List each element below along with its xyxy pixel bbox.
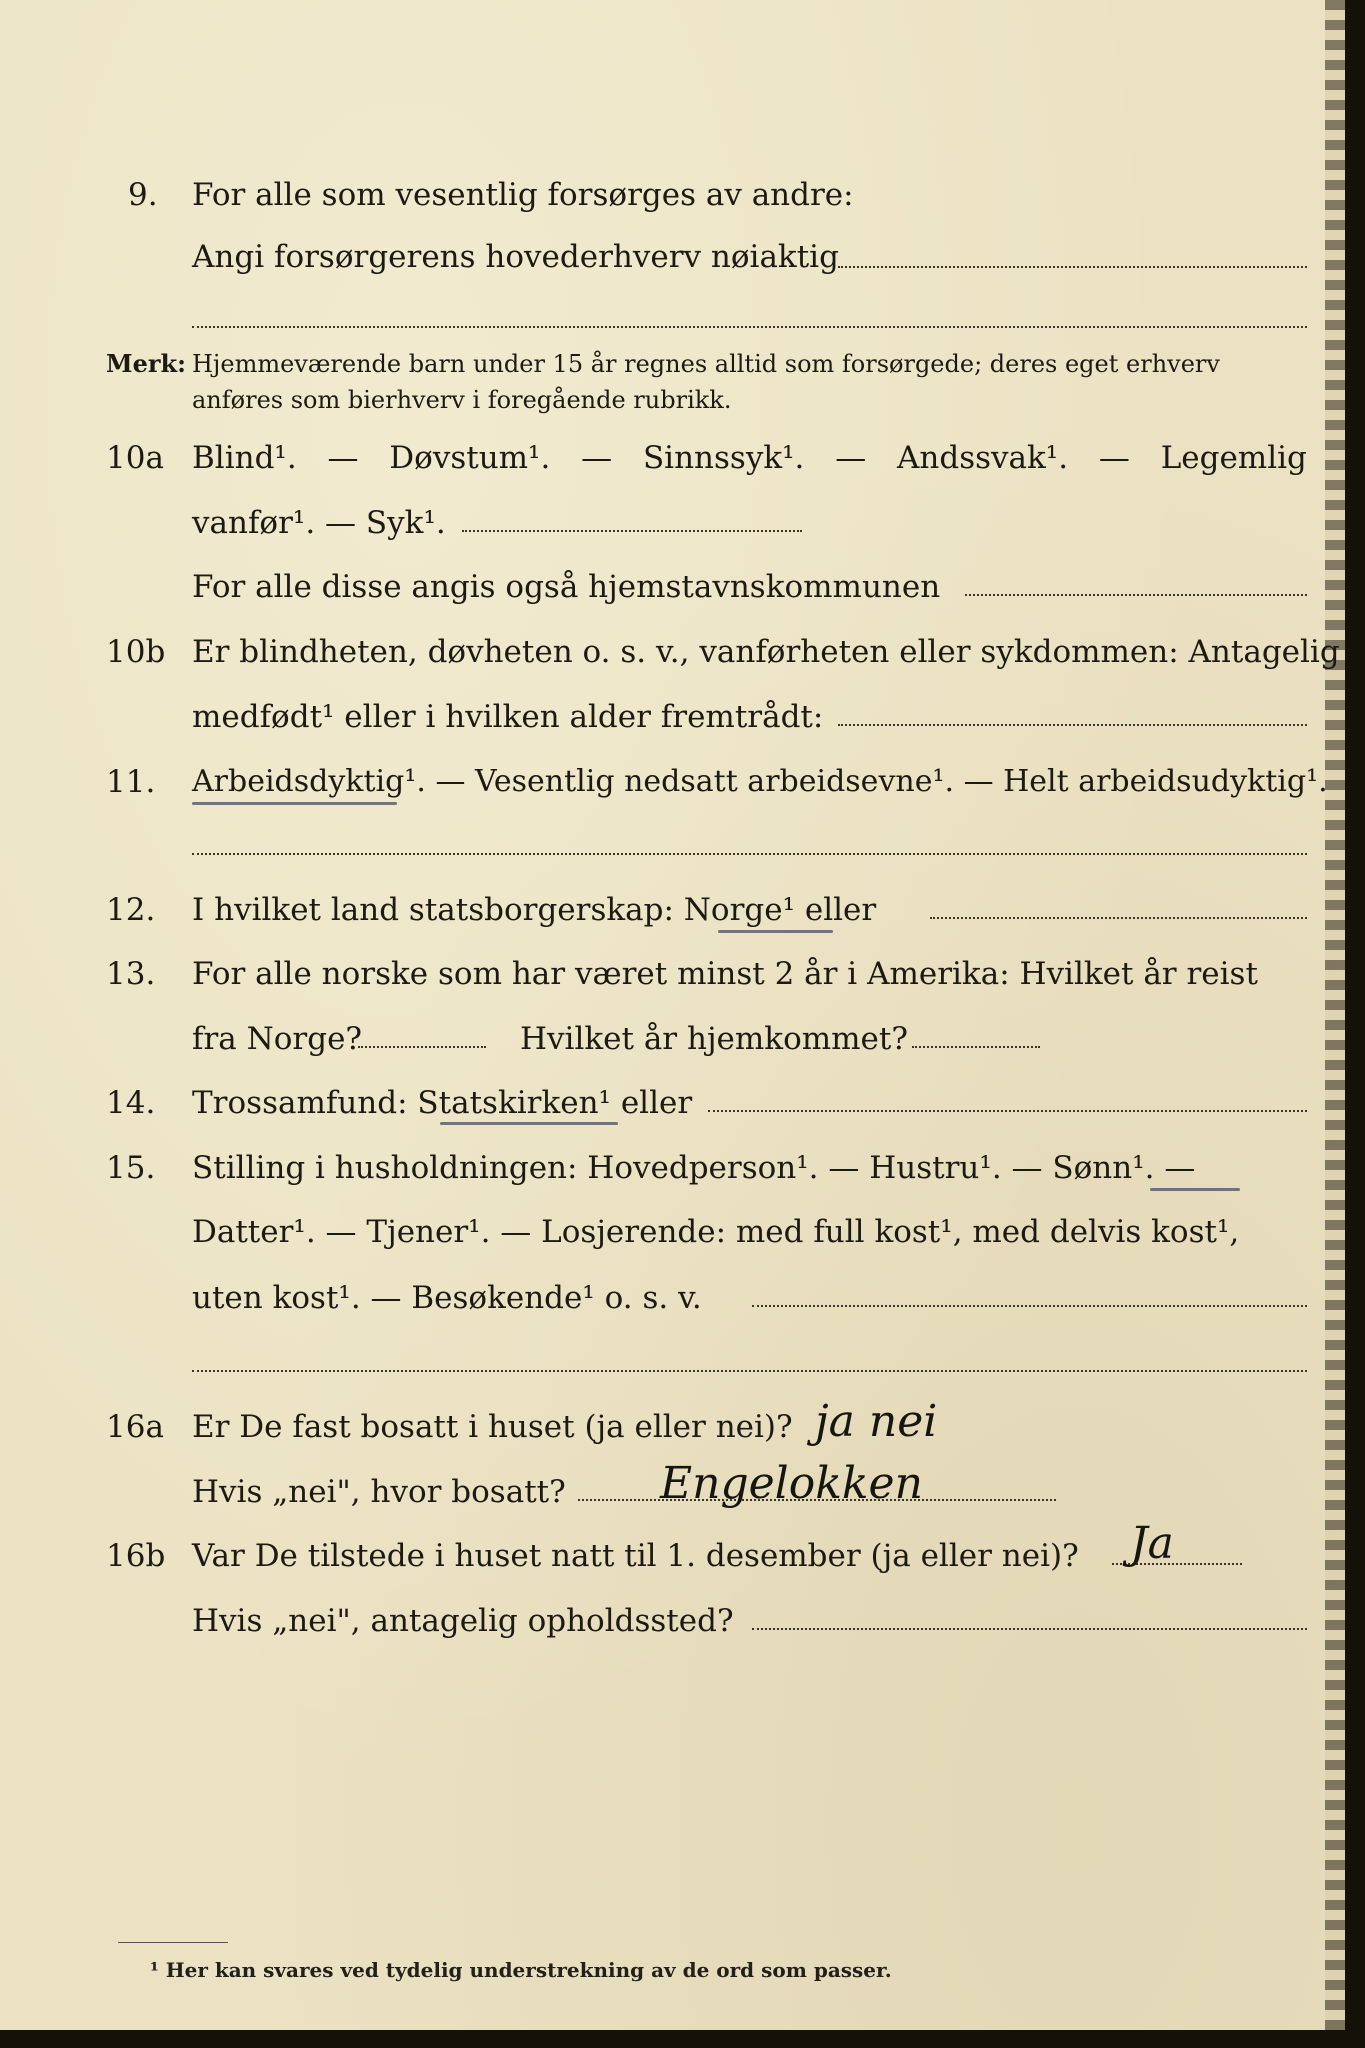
footnote: ¹ Her kan svares ved tydelig understrekning av de ord som passer. — [150, 1958, 892, 1982]
q16b-text-2: Hvis „nei", antagelig opholdssted? — [192, 1603, 734, 1639]
merk-label: Merk: — [106, 349, 186, 378]
q10a-answer-line-2[interactable] — [965, 594, 1307, 596]
q12-answer-line[interactable] — [930, 917, 1307, 919]
q10a-number: 10a — [106, 440, 164, 476]
q15-answer-line-2[interactable] — [192, 1370, 1307, 1372]
q15-text: Stilling i husholdningen: Hovedperson¹. — Hustru¹. — Sønn¹. — — [192, 1150, 1196, 1186]
opt-legemlig: Legemlig — [1160, 440, 1307, 476]
q13-reist-line[interactable] — [358, 1046, 486, 1048]
q15-answer-line[interactable] — [752, 1305, 1307, 1307]
q11-text: Arbeidsdyktig¹. — Vesentlig nedsatt arbeidsevne¹. — Helt arbeidsudyktig¹. — [192, 764, 1328, 799]
q12-text: I hvilket land statsborgerskap: Norge¹ eller — [192, 892, 877, 928]
opt-andssvak: Andssvak¹. — [897, 440, 1069, 476]
q9-text: For alle som vesentlig forsørges av andre: — [192, 177, 854, 213]
q13-hjemkommet-line[interactable] — [912, 1046, 1040, 1048]
underline-norge — [718, 930, 833, 933]
q14-text: Trossamfund: Statskirken¹ eller — [192, 1085, 693, 1121]
q13-text: For alle norske som har været minst 2 år i Amerika: Hvilket år reist — [192, 956, 1258, 992]
underline-statskirken — [440, 1122, 618, 1125]
q10b-number: 10b — [106, 634, 166, 670]
q9-answer-line-2[interactable] — [192, 326, 1307, 328]
q15-text-3: uten kost¹. — Besøkende¹ o. s. v. — [192, 1280, 702, 1316]
q16a-text: Er De fast bosatt i huset (ja eller nei)? — [192, 1409, 793, 1445]
merk-text: Hjemmeværende barn under 15 år regnes alltid som forsørgede; deres eget erhverv — [192, 350, 1220, 378]
opt-dovstum: Døvstum¹. — [389, 440, 551, 476]
underline-sonn — [1150, 1188, 1240, 1191]
q16a-text-2: Hvis „nei", hvor bosatt? — [192, 1474, 566, 1510]
dash: — — [327, 440, 359, 476]
q9-number: 9. — [128, 177, 158, 213]
perforated-edge — [1325, 0, 1345, 2030]
q13-text-2a: fra Norge? — [192, 1021, 363, 1057]
merk-text-2: anføres som bierhverv i foregående rubrikk. — [192, 386, 732, 414]
q16b-handwritten-answer: Ja — [1130, 1518, 1174, 1569]
q14-number: 14. — [106, 1085, 156, 1121]
q10a-text-2: vanfør¹. — Syk¹. — [192, 505, 446, 541]
dash: — — [835, 440, 867, 476]
q16b-number: 16b — [106, 1538, 166, 1574]
q10b-answer-line[interactable] — [838, 724, 1307, 726]
q16a-number: 16a — [106, 1409, 164, 1445]
q15-number: 15. — [106, 1150, 156, 1186]
q16a-handwritten-answer: ja nei — [815, 1396, 938, 1447]
q9-answer-line[interactable] — [838, 266, 1307, 268]
opt-sinnssyk: Sinnssyk¹. — [642, 440, 805, 476]
q15-text-2: Datter¹. — Tjener¹. — Losjerende: med full kost¹, med delvis kost¹, — [192, 1214, 1240, 1250]
q13-text-2b: Hvilket år hjemkommet? — [520, 1021, 908, 1057]
dash: — — [1098, 440, 1130, 476]
q16a-handwritten-place: Engelokken — [660, 1458, 923, 1509]
q10a-options — [192, 440, 1307, 476]
opt-blind: Blind¹. — [192, 440, 297, 476]
q9-text-2: Angi forsørgerens hovederhverv nøiaktig — [192, 239, 839, 275]
q10b-text: Er blindheten, døvheten o. s. v., vanførheten eller sykdommen: Antagelig — [192, 634, 1340, 670]
q12-number: 12. — [106, 892, 156, 928]
q13-number: 13. — [106, 956, 156, 992]
q11-number: 11. — [106, 764, 156, 800]
q10b-text-2: medfødt¹ eller i hvilken alder fremtrådt: — [192, 699, 824, 735]
q14-answer-line[interactable] — [708, 1110, 1307, 1112]
q10a-text-3: For alle disse angis også hjemstavnskommunen — [192, 569, 941, 605]
footnote-rule — [118, 1942, 228, 1943]
q16b-text: Var De tilstede i huset natt til 1. desember (ja eller nei)? — [192, 1538, 1079, 1574]
q10a-answer-line[interactable] — [462, 530, 802, 532]
q11-answer-line[interactable] — [192, 853, 1307, 855]
q16b-answer-line-2[interactable] — [752, 1628, 1307, 1630]
underline-arbeidsdyktig — [192, 802, 397, 805]
dash: — — [581, 440, 613, 476]
